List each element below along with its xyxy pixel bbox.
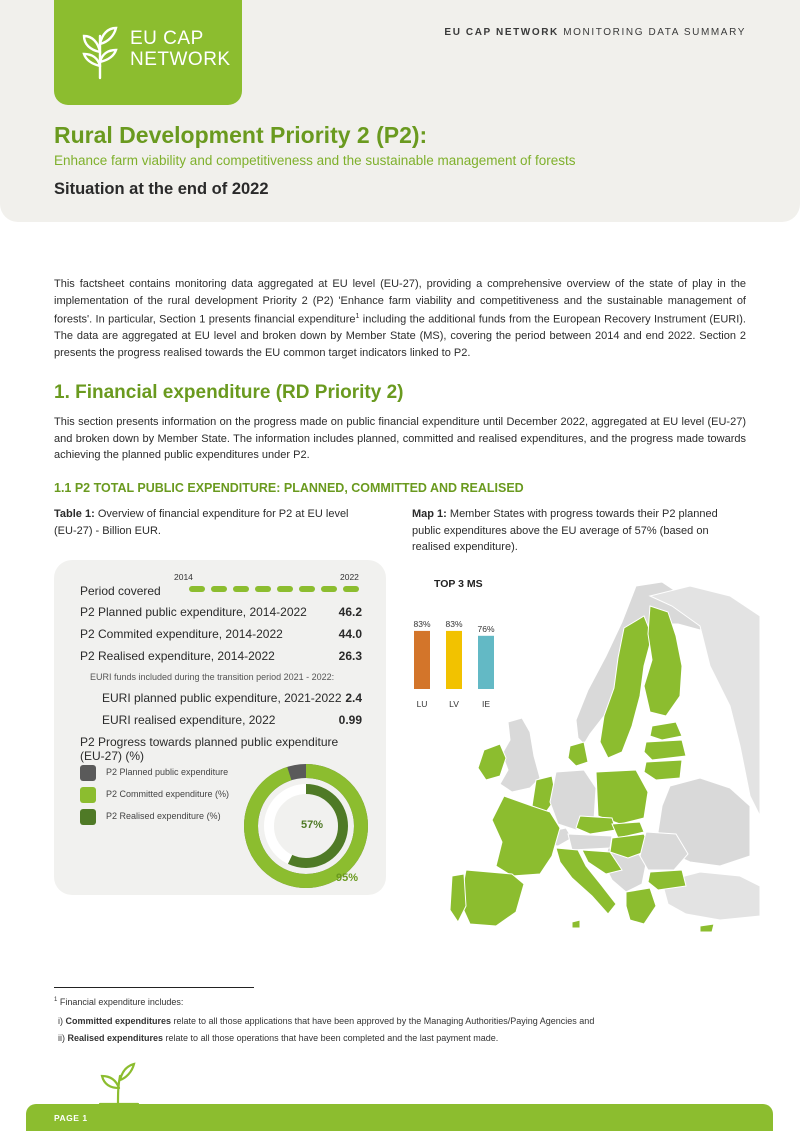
- subsection-title: 1.1 P2 TOTAL PUBLIC EXPENDITURE: PLANNED, COMMITTED AND REALISED: [54, 481, 524, 495]
- caption-rest: MONITORING DATA SUMMARY: [558, 27, 746, 38]
- map-country-spain: [460, 870, 524, 926]
- footnote-i-prefix: i): [58, 1016, 66, 1026]
- legend-planned-label: P2 Planned public expenditure: [106, 767, 229, 777]
- progress-label: P2 Progress towards planned public expenditure (EU-27) (%): [80, 735, 339, 763]
- legend-realised-swatch: [80, 809, 96, 825]
- map-caption-text: Member States with progress towards their P2 planned public expenditures above the EU average of 57% (based on realised expenditure).: [412, 508, 718, 553]
- footnote-intro: [54, 997, 183, 1007]
- progress-donut: [242, 762, 370, 890]
- footnote-ii: [58, 1033, 498, 1043]
- row-planned-value: 46.2: [338, 605, 362, 619]
- situation-heading: Situation at the end of 2022: [54, 180, 269, 198]
- period-end-year: 2022: [340, 572, 359, 582]
- legend-planned-swatch: [80, 765, 96, 781]
- map-country-malta: [572, 920, 580, 928]
- map-country-austria: [568, 834, 612, 850]
- footnote-ii-term: Realised expenditures: [67, 1033, 164, 1043]
- logo-text: [130, 28, 231, 70]
- table-caption-label: Table 1:: [54, 508, 95, 520]
- row-euri-planned: [102, 691, 362, 705]
- footnote-marker: 1: [54, 997, 58, 1003]
- page-number: PAGE 1: [54, 1113, 88, 1123]
- leaf-logo-icon: [78, 22, 122, 80]
- intro-text-1: This factsheet contains monitoring data aggregated at EU level (EU-27), providing a comprehensive overview of the state of play in the implementation of the rural development Priority 2 (P2) 'Enhance farm viability and competitiveness and the sustainable management of forests'. In particular, Section 1 presents financial expenditure: [54, 278, 746, 326]
- period-start-year: 2014: [174, 572, 193, 582]
- row-planned-label: P2 Planned public expenditure, 2014-2022: [80, 605, 307, 619]
- intro-text-2: including the additional funds from the European Recovery Instrument (EURI). The data are aggregated at EU level and broken down by Member State (MS), covering the period between 2014 and end 2022. Section 2 presents the progress realised towards the EU common target indicators linked to P2.: [54, 313, 746, 360]
- map-caption-label: Map 1:: [412, 508, 447, 520]
- row-euri-realised: [102, 713, 362, 727]
- row-realised-value: 26.3: [338, 649, 362, 663]
- legend-realised-label: P2 Realised expenditure (%): [106, 811, 221, 821]
- map-country-bulgaria: [648, 870, 686, 890]
- map-country-france: [492, 796, 560, 876]
- row-realised-label: P2 Realised expenditure, 2014-2022: [80, 649, 275, 663]
- table-caption-text: Overview of financial expenditure for P2 at EU level (EU-27) - Billion EUR.: [54, 508, 349, 537]
- footnote-i: [58, 1016, 594, 1026]
- page-subtitle: Enhance farm viability and competitiveness and the sustainable management of forests: [54, 153, 576, 168]
- footnote-i-term: Committed expenditures: [65, 1016, 172, 1026]
- row-committed: [80, 627, 362, 641]
- map-country-lithuania: [644, 760, 682, 780]
- logo-line-1: EU CAP: [130, 28, 204, 49]
- footnote-divider: [54, 987, 254, 988]
- legend-committed-swatch: [80, 787, 96, 803]
- footer-bar: [26, 1104, 773, 1131]
- row-euri-realised-label: EURI realised expenditure, 2022: [102, 713, 276, 727]
- legend-committed-label: P2 Committed expenditure (%): [106, 789, 230, 799]
- map-country-cyprus: [700, 924, 714, 932]
- bar-lv: [446, 631, 462, 689]
- map-country-denmark: [568, 742, 588, 766]
- bar-value-ie: 76%: [477, 623, 495, 634]
- row-euri-planned-label: EURI planned public expenditure, 2021-2022: [102, 691, 342, 705]
- expenditure-panel: [54, 560, 386, 895]
- donut-realised-label: 57%: [301, 819, 324, 831]
- bar-value-lv: 83%: [445, 618, 463, 629]
- document-caption: [444, 27, 746, 38]
- map-caption: [412, 506, 742, 556]
- row-euri-planned-value: 2.4: [345, 691, 362, 705]
- bar-ie: [478, 636, 494, 689]
- period-covered-label: Period covered: [80, 584, 161, 598]
- footnote-ii-text: relate to all those operations that have been completed and the last payment made.: [163, 1033, 499, 1043]
- bar-category-lv: LV: [449, 699, 459, 709]
- footnote-ii-prefix: ii): [58, 1033, 68, 1043]
- donut-committed-label: 95%: [336, 872, 359, 884]
- map-country-poland: [596, 770, 648, 824]
- map-country-latvia: [644, 740, 686, 760]
- bar-category-lu: LU: [416, 699, 428, 709]
- row-committed-label: P2 Commited expenditure, 2014-2022: [80, 627, 283, 641]
- sprout-icon: [98, 1062, 142, 1106]
- row-committed-value: 44.0: [338, 627, 362, 641]
- top3-bar-chart: [408, 605, 504, 715]
- map-country-czechia: [576, 816, 616, 834]
- euri-note: EURI funds included during the transition period 2021 - 2022:: [90, 672, 335, 682]
- map-country-portugal: [450, 874, 466, 922]
- logo[interactable]: [54, 0, 242, 105]
- logo-line-2: NETWORK: [130, 49, 231, 70]
- bar-lu: [414, 631, 430, 689]
- bar-value-lu: 83%: [413, 618, 431, 629]
- intro-paragraph: [54, 276, 746, 362]
- chart-title: TOP 3 MS: [434, 578, 483, 590]
- row-planned: [80, 605, 362, 619]
- map-country-greece: [626, 888, 656, 924]
- map-country-estonia: [650, 722, 682, 740]
- row-euri-realised-value: 0.99: [338, 713, 362, 727]
- map-country-uk: [500, 718, 540, 792]
- footnote-i-text: relate to all those applications that have been approved by the Managing Authorities/Paying Agencies and: [171, 1016, 595, 1026]
- footnote-ref[interactable]: 1: [355, 313, 360, 321]
- table-caption: [54, 506, 364, 539]
- caption-brand: EU CAP NETWORK: [444, 27, 559, 38]
- page-title: Rural Development Priority 2 (P2):: [54, 122, 428, 148]
- footnote-intro-text: Financial expenditure includes:: [57, 997, 184, 1007]
- bar-category-ie: IE: [481, 699, 491, 709]
- map-country-ireland: [478, 744, 506, 780]
- row-realised: [80, 649, 362, 663]
- section-1-title: 1. Financial expenditure (RD Priority 2): [54, 382, 404, 403]
- section-1-text: This section presents information on the progress made on public financial expenditure until December 2022, aggregated at EU level (EU-27) and broken down by Member State. The information includes planned, committed and realised expenditures, and the progress made towards achieving the planned public expenditures under P2.: [54, 416, 746, 462]
